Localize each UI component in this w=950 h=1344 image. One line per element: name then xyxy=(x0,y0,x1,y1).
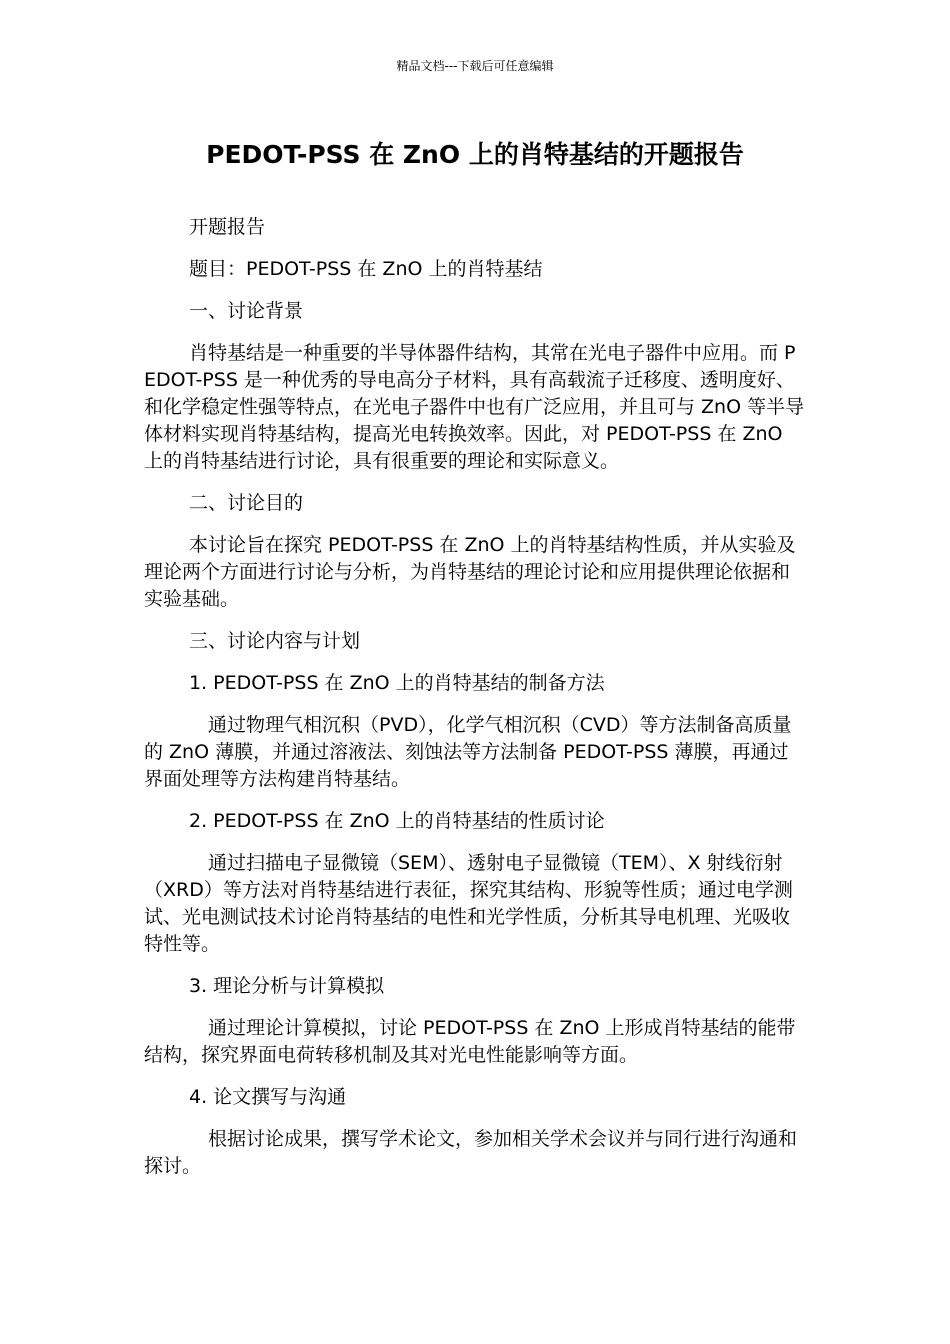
section-heading-purpose: 二、讨论目的 xyxy=(189,492,304,514)
section-text-background: 肖特基结是一种重要的半导体器件结构，其常在光电子器件中应用。而 PEDOT-PSS 是一种优秀的导电高分子材料，具有高载流子迁移度、透明度好、和化学稳定性强等特点，在光电子器件中也有广泛应用，并且可与 ZnO 等半导体材料实现肖特基结构，提高光电转换效率。因此，对 PEDOT-PSS 在 ZnO 上的肖特基结进行讨论，具有很重要的理论和实际意义。 xyxy=(144,342,805,472)
topic-line: 题目：PEDOT-PSS 在 ZnO 上的肖特基结 xyxy=(189,258,543,280)
subsection-text-writing: 根据讨论成果，撰写学术论文，参加相关学术会议并与同行进行沟通和探讨。 xyxy=(144,1128,798,1177)
subsection-heading-simulation: 3. 理论分析与计算模拟 xyxy=(189,975,385,997)
subsection-heading-properties: 2. PEDOT-PSS 在 ZnO 上的肖特基结的性质讨论 xyxy=(189,810,605,832)
subsection-heading-writing: 4. 论文撰写与沟通 xyxy=(189,1086,347,1108)
subsection-text-simulation: 通过理论计算模拟，讨论 PEDOT-PSS 在 ZnO 上形成肖特基结的能带结构，探究界面电荷转移机制及其对光电性能影响等方面。 xyxy=(144,1017,796,1066)
subsection-text-properties: 通过扫描电子显微镜（SEM）、透射电子显微镜（TEM）、X 射线衍射（XRD）等方法对肖特基结进行表征，探究其结构、形貌等性质；通过电学测试、光电测试技术讨论肖特基结的电性和光学性质，分析其导电机理、光吸收特性等。 xyxy=(144,852,793,955)
subsection-heading-preparation: 1. PEDOT-PSS 在 ZnO 上的肖特基结的制备方法 xyxy=(189,672,605,694)
subsection-text-preparation: 通过物理气相沉积（PVD），化学气相沉积（CVD）等方法制备高质量的 ZnO 薄膜，并通过溶液法、刻蚀法等方法制备 PEDOT-PSS 薄膜，再通过界面处理等方法构建肖特基结。 xyxy=(144,714,792,790)
document-body xyxy=(144,214,806,1195)
section-heading-background: 一、讨论背景 xyxy=(189,300,304,322)
document-title: PEDOT-PSS 在 ZnO 上的肖特基结的开题报告 xyxy=(206,140,744,169)
section-heading-plan: 三、讨论内容与计划 xyxy=(189,630,361,652)
report-label: 开题报告 xyxy=(189,216,266,238)
section-text-purpose: 本讨论旨在探究 PEDOT-PSS 在 ZnO 上的肖特基结构性质，并从实验及理论两个方面进行讨论与分析，为肖特基结的理论讨论和应用提供理论依据和实验基础。 xyxy=(144,534,796,610)
header-note: 精品文档---下载后可任意编辑 xyxy=(396,59,554,73)
